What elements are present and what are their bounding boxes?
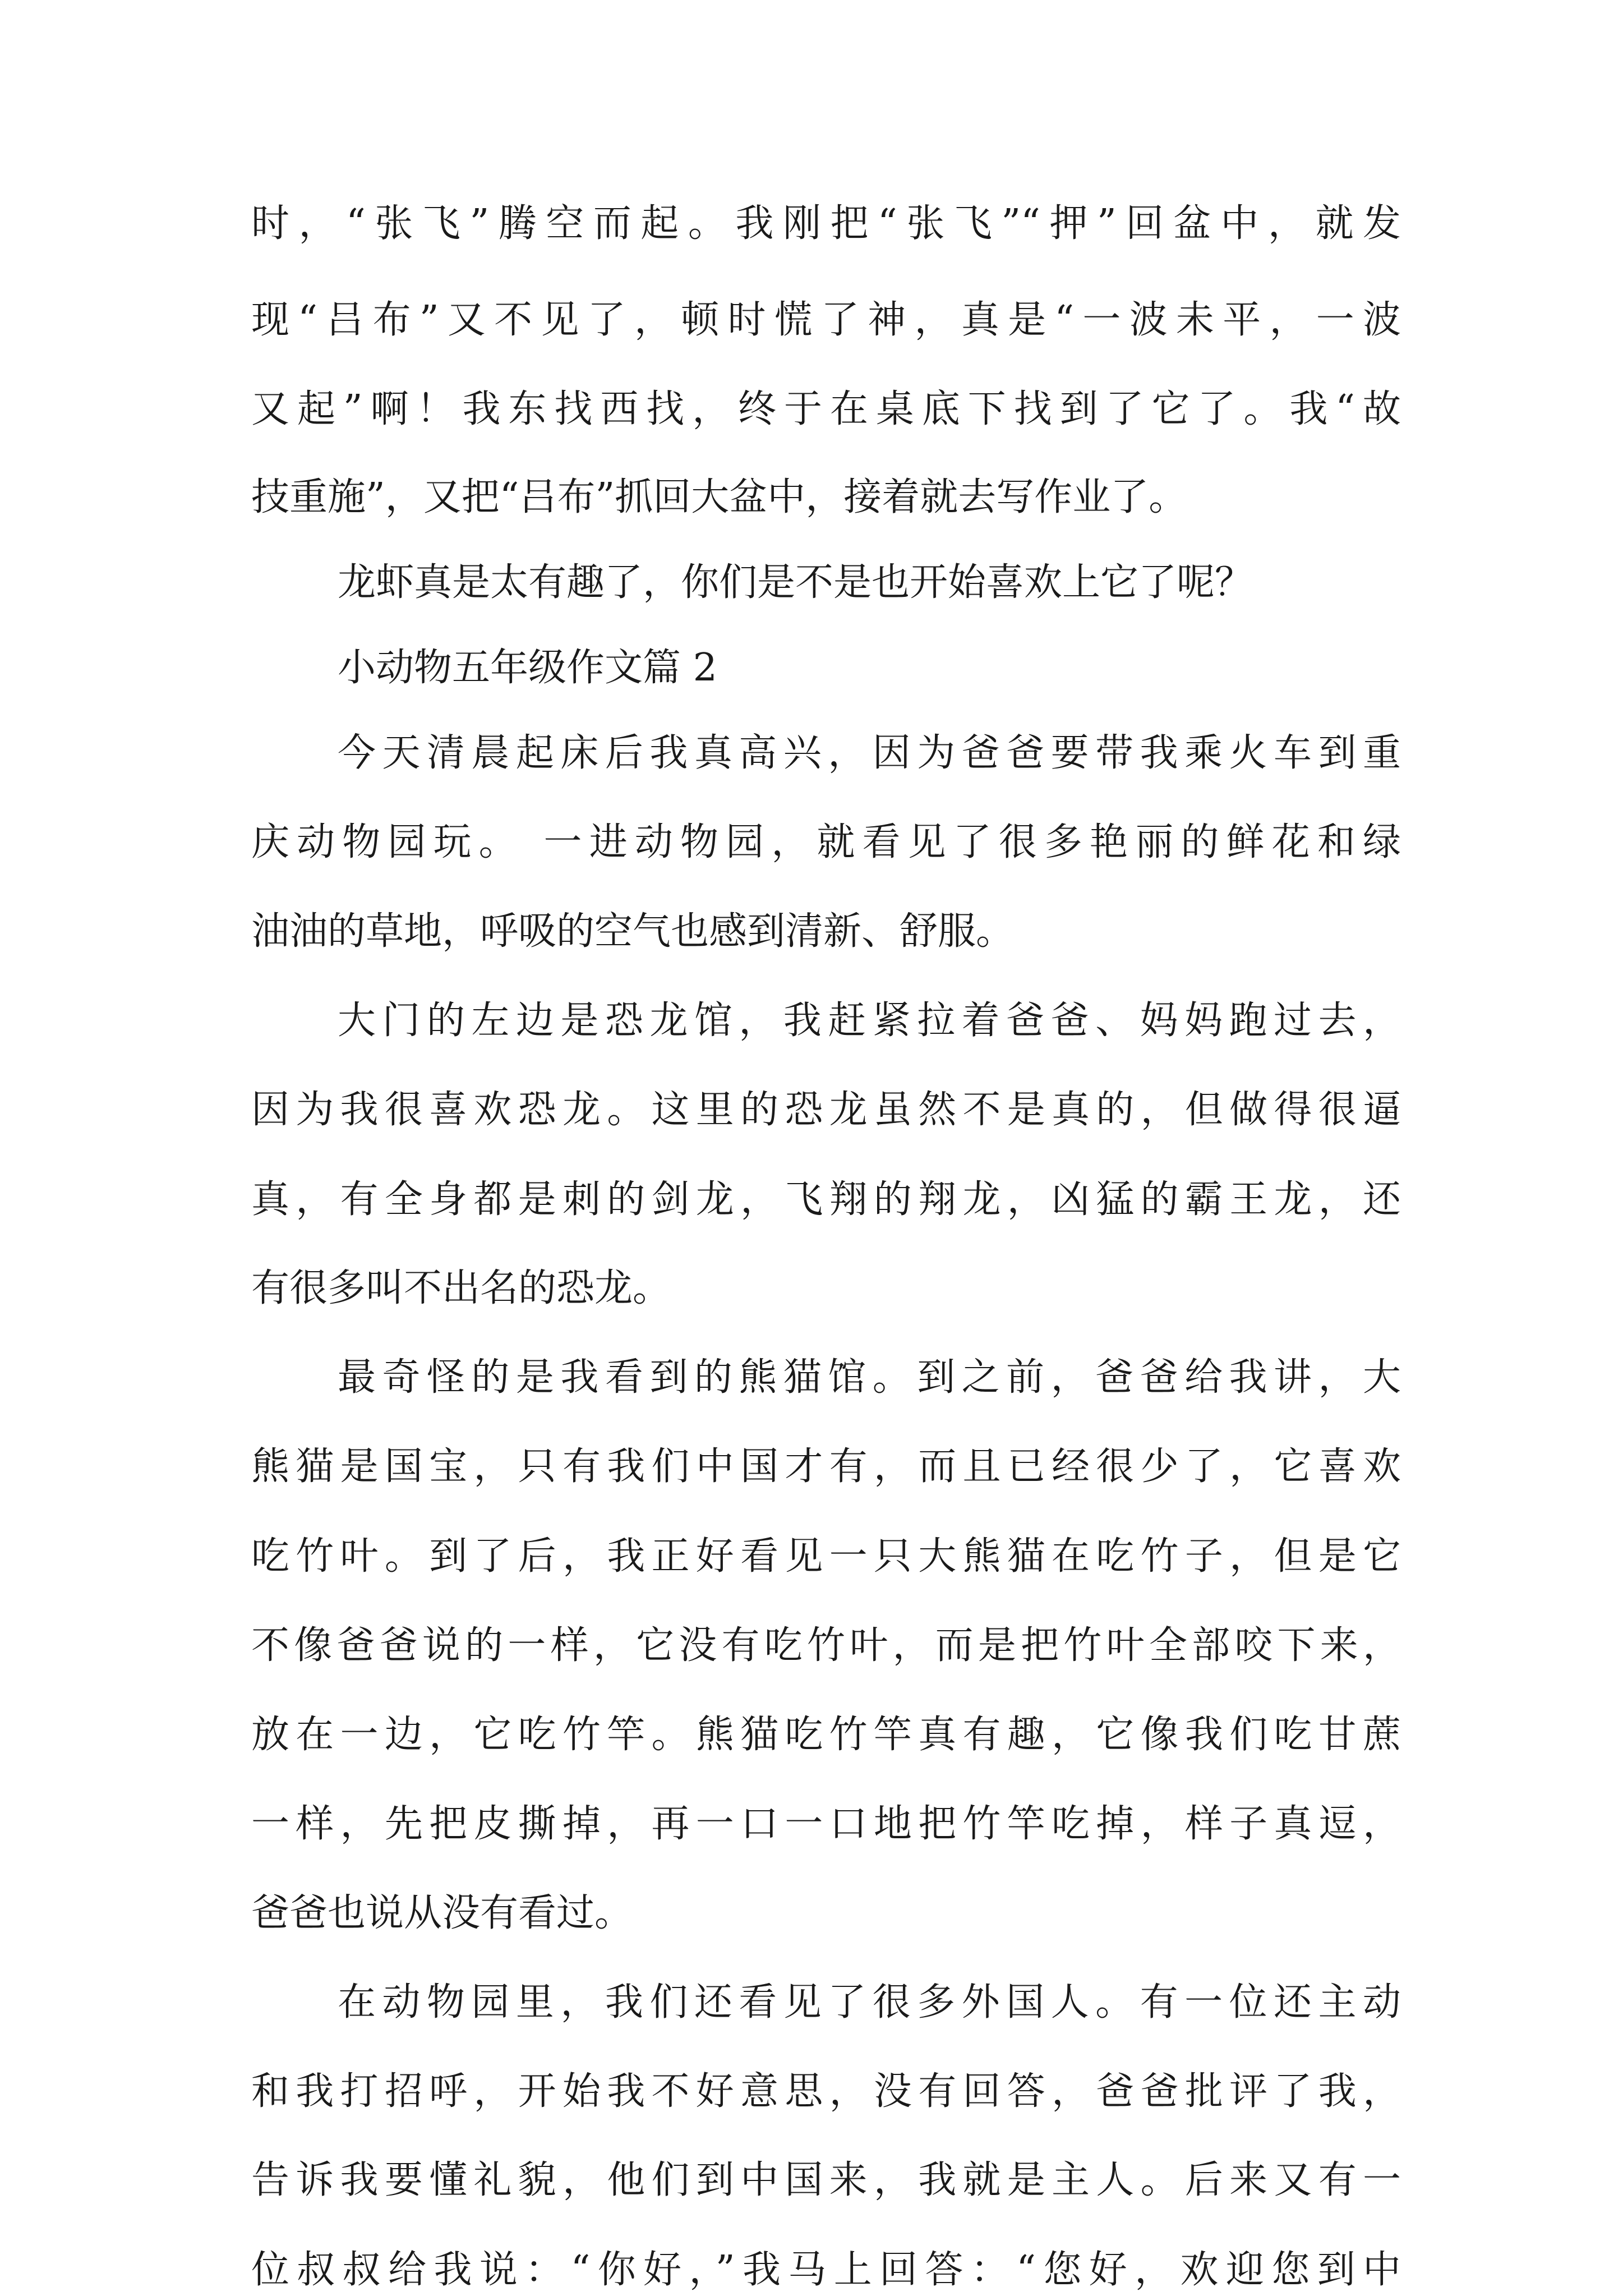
text-line: 熊猫是国宝，只有我们中国才有，而且已经很少了，它喜欢 bbox=[251, 1444, 1401, 1489]
text-line: 大门的左边是恐龙馆，我赶紧拉着爸爸、妈妈跑过去， bbox=[338, 999, 1401, 1043]
text-line: 一样，先把皮撕掉，再一口一口地把竹竿吃掉，样子真逗， bbox=[251, 1802, 1401, 1846]
text-line: 技重施”，又把“吕布”抓回大盆中，接着就去写作业了。 bbox=[251, 475, 1187, 519]
text-line: 在动物园里，我们还看见了很多外国人。有一位还主动 bbox=[338, 1980, 1401, 2024]
text-line: 不像爸爸说的一样，它没有吃竹叶，而是把竹叶全部咬下来， bbox=[251, 1623, 1401, 1668]
text-line: 爸爸也说从没有看过。 bbox=[251, 1891, 633, 1935]
text-line: 最奇怪的是我看到的熊猫馆。到之前，爸爸给我讲，大 bbox=[338, 1355, 1401, 1400]
text-line: 放在一边，它吃竹竿。熊猫吃竹竿真有趣，它像我们吃甘蔗 bbox=[251, 1713, 1401, 1757]
text-line: 位叔叔给我说：“你好，”我马上回答：“您好，欢迎您到中 bbox=[251, 2248, 1401, 2292]
text-line: 时，“张飞”腾空而起。我刚把“张飞”“押”回盆中，就发 bbox=[251, 201, 1401, 246]
section-heading: 小动物五年级作文篇 2 bbox=[338, 646, 717, 690]
text-line: 今天清晨起床后我真高兴，因为爸爸要带我乘火车到重 bbox=[338, 731, 1401, 775]
text-line: 现“吕布”又不见了，顿时慌了神，真是“一波未平，一波 bbox=[251, 298, 1401, 342]
text-line: 和我打招呼，开始我不好意思，没有回答，爸爸批评了我， bbox=[251, 2069, 1401, 2114]
text-line: 告诉我要懂礼貌，他们到中国来，我就是主人。后来又有一 bbox=[251, 2158, 1401, 2202]
text-line: 真，有全身都是刺的剑龙，飞翔的翔龙，凶猛的霸王龙，还 bbox=[251, 1177, 1401, 1222]
text-line: 吃竹叶。到了后，我正好看见一只大熊猫在吃竹子，但是它 bbox=[251, 1534, 1401, 1579]
text-line: 龙虾真是太有趣了，你们是不是也开始喜欢上它了呢？ bbox=[338, 560, 1253, 605]
text-line: 有很多叫不出名的恐龙。 bbox=[251, 1266, 671, 1310]
text-line: 庆动物园玩。 一进动物园，就看见了很多艳丽的鲜花和绿 bbox=[251, 820, 1401, 864]
text-line: 因为我很喜欢恐龙。这里的恐龙虽然不是真的，但做得很逼 bbox=[251, 1088, 1401, 1132]
text-line: 油油的草地，呼吸的空气也感到清新、舒服。 bbox=[251, 909, 1015, 954]
text-line: 又起”啊！我东找西找，终于在桌底下找到了它了。我“故 bbox=[251, 387, 1401, 431]
